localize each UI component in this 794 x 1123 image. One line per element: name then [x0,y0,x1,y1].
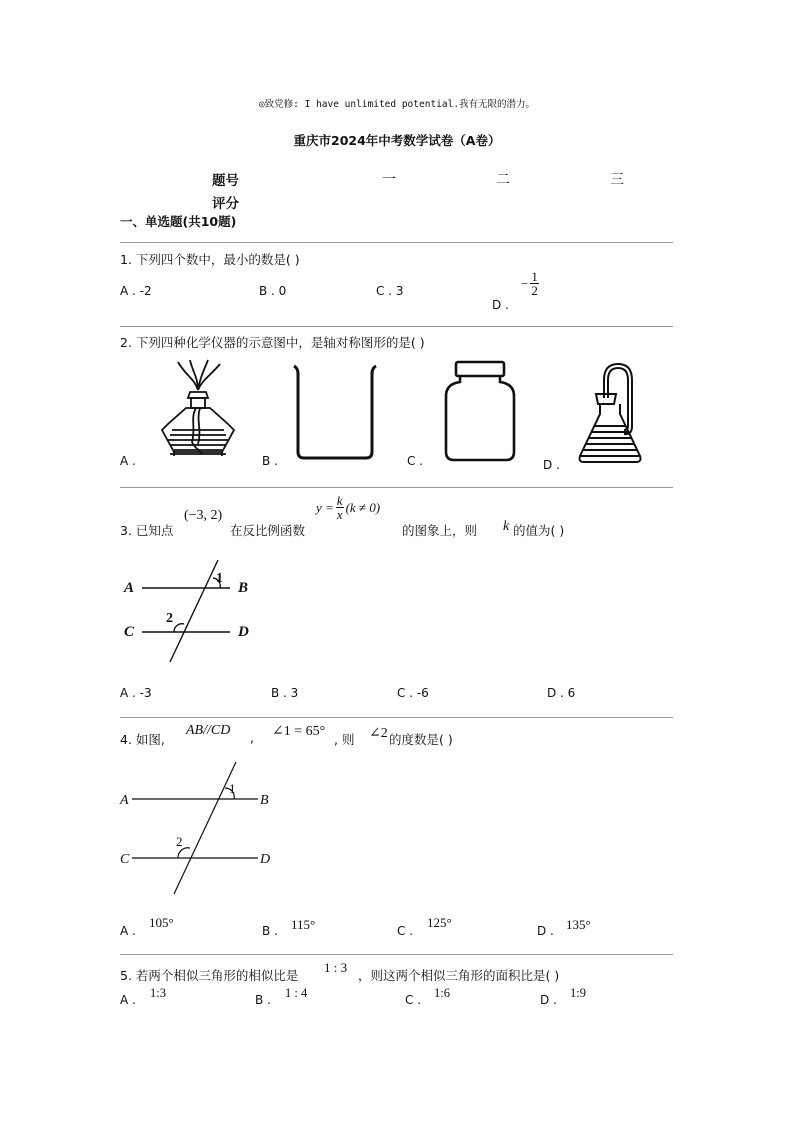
q1-stem: 1. 下列四个数中，最小的数是( ) [120,252,300,267]
q4-option-d-value: 135° [566,917,591,932]
q4-option-c-value: 125° [427,915,452,930]
numerator: k [336,493,343,508]
minus-sign: − [521,275,529,291]
q3-k: k [503,519,510,534]
q4-stem-suffix: 的度数是( ) [389,732,453,747]
label-angle-1: 1 [229,781,236,796]
label-a: A [124,580,135,596]
reagent-bottle-image [440,358,520,464]
q4-parallel-lines-figure [116,758,286,898]
watermark-text: ◎致党修: I have unlimited potential.我有无限的潜力。 [258,99,536,110]
label-d: D [238,624,249,640]
section-heading: 一、单选题(共10题) [120,214,237,229]
label-c: C [120,852,130,867]
q5-option-b: B . [255,993,271,1007]
label-a: A [120,793,129,808]
q3-function [316,494,380,521]
label-b: B [260,793,269,808]
score-table-row-label: 评分 [212,196,239,212]
score-table-col-3: 三 [610,172,624,188]
q5-ratio: 1 : 3 [324,960,348,975]
divider [120,487,673,488]
function-lhs: y = [316,499,334,515]
score-table-header-label: 题号 [212,173,239,189]
q3-option-d: D . 6 [547,686,576,700]
q5-option-c-value: 1:6 [434,986,450,1000]
q4-option-d: D . [537,924,554,938]
divider [120,326,673,327]
divider [120,242,673,243]
q5-option-b-value: 1 : 4 [285,986,308,1000]
q2-option-c: C . [407,454,424,468]
q5-option-c: C . [405,993,422,1007]
q4-stem-mid: , 则 [334,732,355,747]
q3-point: (−3, 2) [184,508,223,523]
q4-option-a-value: 105° [149,915,174,930]
fraction [336,494,344,521]
q3-stem-mid: 在反比例函数 [230,523,306,538]
function-condition: (k ≠ 0) [345,499,381,515]
q3-stem-suffix-b: 的值为( ) [513,523,565,538]
q3-option-c: C . -6 [397,686,429,700]
score-table-col-2: 二 [496,172,510,188]
q4-option-a: A . [120,924,136,938]
q1-option-d-value [521,270,539,297]
q4-angle-1: ∠1 = 65° [272,724,326,739]
q4-option-b: B . [262,924,278,938]
q5-option-a-value: 1:3 [150,986,166,1000]
denominator: 2 [531,283,538,298]
q1-option-c: C . 3 [376,284,404,298]
q5-stem-suffix: ，则这两个相似三角形的面积比是( ) [358,968,560,983]
score-table-col-1: 一 [382,172,396,188]
q2-stem: 2. 下列四种化学仪器的示意图中，是轴对称图形的是( ) [120,335,425,350]
q3-stem-suffix-a: 的图象上，则 [402,523,478,538]
divider [120,717,673,718]
q2-option-d: D . [543,458,560,472]
label-angle-1: 1 [216,571,223,586]
page-title: 重庆市2024年中考数学试卷（A卷） [293,133,501,148]
q2-option-a: A . [120,454,136,468]
label-c: C [124,624,135,640]
q3-parallel-lines-figure [118,556,268,666]
beaker-image [290,362,380,462]
label-b: B [238,580,249,596]
alcohol-lamp-image [150,358,246,464]
q5-option-d: D . [540,993,557,1007]
q3-stem-prefix: 3. 已知点 [120,523,174,538]
q1-option-b: B . 0 [259,284,287,298]
q3-option-b: B . 3 [271,686,299,700]
q4-option-b-value: 115° [291,917,316,932]
numerator: 1 [531,269,538,284]
q1-option-d: D . [492,298,509,312]
q4-angle-2: ∠2 [369,726,388,741]
label-angle-2: 2 [176,834,183,849]
q4-option-c: C . [397,924,414,938]
q5-option-d-value: 1:9 [570,986,586,1000]
conical-flask-image [574,358,650,468]
q5-stem-prefix: 5. 若两个相似三角形的相似比是 [120,968,299,983]
divider [120,954,673,955]
q2-option-b: B . [262,454,278,468]
fraction [530,270,539,297]
denominator: x [336,507,343,522]
q3-option-a: A . -3 [120,686,152,700]
q5-option-a: A . [120,993,136,1007]
q4-comma: , [250,730,254,745]
label-angle-2: 2 [166,611,173,626]
q4-parallel: AB//CD [186,723,231,738]
q4-stem-prefix: 4. 如图, [120,732,165,747]
label-d: D [260,852,271,867]
q1-option-a: A . -2 [120,284,152,298]
